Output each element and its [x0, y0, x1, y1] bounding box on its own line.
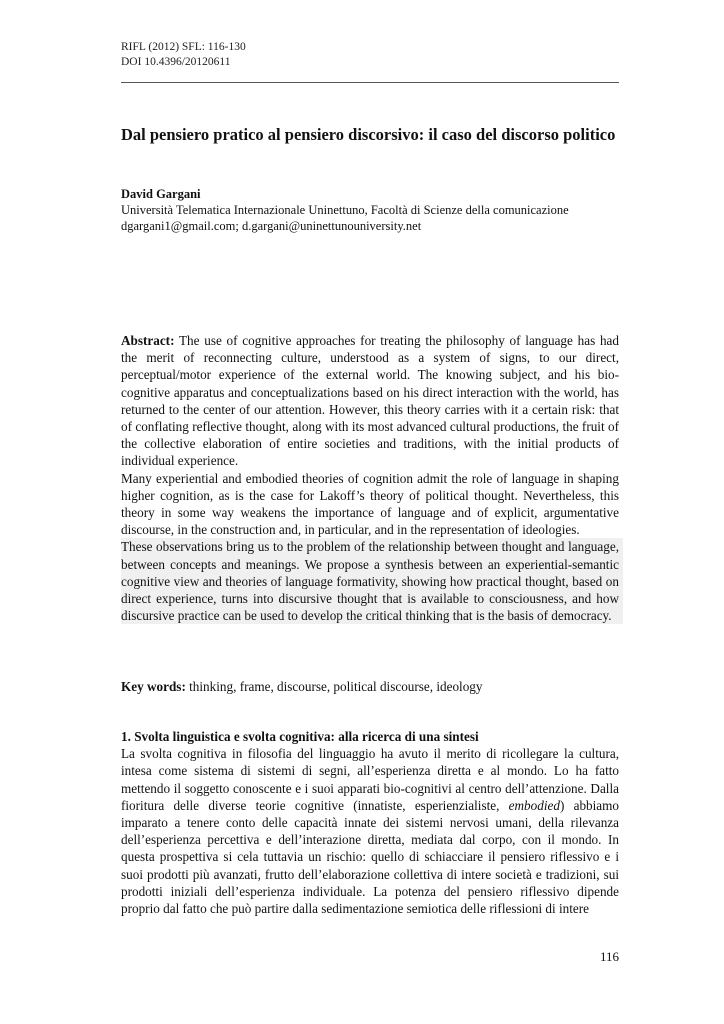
abstract — [121, 332, 619, 624]
abstract-text-1: The use of cognitive approaches for treating the philosophy of language has had the merit of reconnecting culture, understood as a system of signs, to our direct, perceptual/motor experience of the external world. The knowing subject, and his bio-cognitive apparatus and conceptualizations based on his direct interaction with the world, has returned to the center of our attention. However, this theory carries with it a certain risk: that of conflating reflective thought, along with its most advanced cultural productions, the fruit of the collective elaboration of entire societies and traditions, with the initial products of individual experience. — [121, 333, 619, 469]
section-heading: 1. Svolta linguistica e svolta cognitiva: alla ricerca di una sintesi — [121, 729, 479, 744]
journal-citation: RIFL (2012) SFL: 116-130 — [121, 41, 246, 53]
section-text-a: La svolta cognitiva in filosofia del linguaggio ha avuto il merito di ricollegare la cultura, intesa come sistema di sistemi di segni, all’esperienza diretta e al mondo. Lo ha fatto mettendo il soggetto conoscente e i suoi apparati bio-cognitivi al centro dell’attenzione. Dalla fioritura delle diverse teorie cognitive (innatiste, esperienzialiste, — [121, 746, 619, 813]
section-text-emphasis: embodied — [508, 797, 560, 813]
page-number: 116 — [599, 949, 619, 964]
abstract-label: Abstract: — [121, 333, 175, 348]
author-emails: dgargani1@gmail.com; d.gargani@uninettunouniversity.net — [121, 219, 422, 233]
abstract-paragraph-3: These observations bring us to the problem of the relationship between thought and language, between concepts and meanings. We propose a synthesis between an experiential-semantic cognitive view and theories of language formativity, showing how practical thought, based on direct experience, turns into discursive thought that is available to consciousness, and how discursive practice can be used to develop the critical thinking that is the basis of democracy. — [121, 538, 623, 624]
doi: DOI 10.4396/20120611 — [121, 56, 231, 68]
paper-title: Dal pensiero pratico al pensiero discorsivo: il caso del discorso politico — [121, 125, 616, 144]
keywords — [121, 678, 619, 695]
abstract-paragraph-1 — [121, 332, 619, 470]
section-paragraph — [121, 745, 619, 917]
section-text-b: ) abbiamo imparato a tenere conto delle capacità innate dei sistemi nervosi umani, della rilevanza dell’esperienza percettiva e dell’interazione diretta, mediata dal corpo, con il mondo. In questa prospettiva si cela tuttavia un rischio: quello di schiacciare il pensiero riflessivo e i suoi prodotti più avanzati, frutto dell’elaborazione collettiva di intere società e tradizioni, sui prodotti iniziali dell’esperienza individuale. La potenza del pensiero riflessivo dipende proprio dal fatto che può partire dalla sedimentazione semiotica delle riflessioni di intere — [121, 797, 619, 917]
author-name: David Gargani — [121, 187, 201, 201]
keywords-text: thinking, frame, discourse, political discourse, ideology — [189, 679, 483, 694]
header-rule — [121, 82, 619, 83]
author-block — [121, 186, 619, 234]
section-1 — [121, 728, 619, 917]
abstract-paragraph-2: Many experiential and embodied theories of cognition admit the role of language in shaping higher cognition, as is the case for Lakoff’s theory of political thought. Nevertheless, this theory in some way weakens the importance of language and of explicit, argumentative discourse, in the construction and, in particular, and in the representation of ideologies. — [121, 470, 619, 538]
author-affiliation: Università Telematica Internazionale Uninettuno, Facoltà di Scienze della comunicazione — [121, 203, 569, 217]
keywords-label: Key words: — [121, 679, 186, 694]
running-header — [121, 40, 246, 70]
